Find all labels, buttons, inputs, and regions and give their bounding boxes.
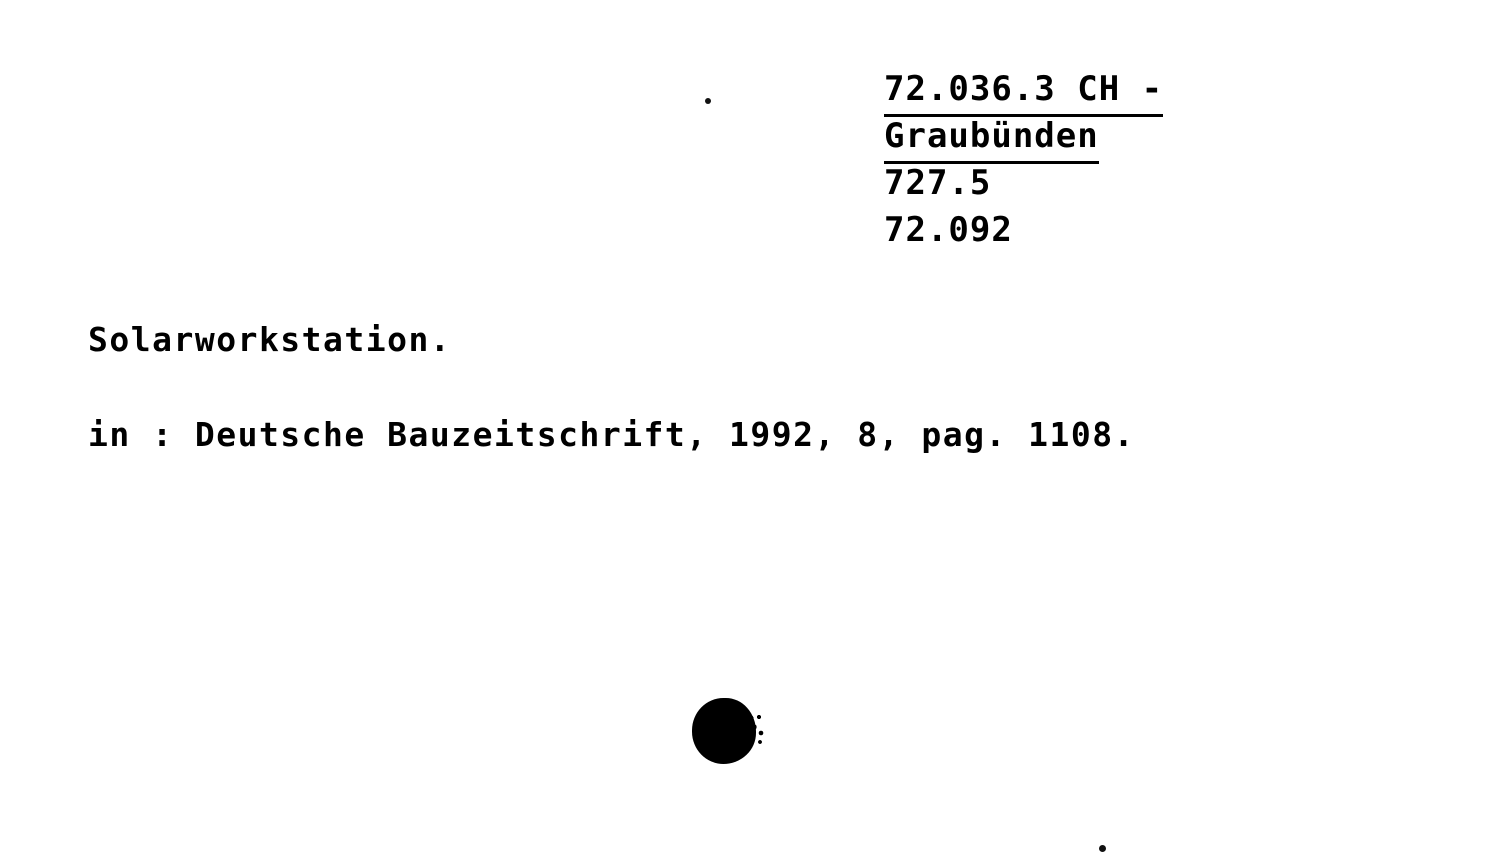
classification-line-2: Graubünden [884, 113, 1099, 164]
document-title: Solarworkstation. [88, 320, 452, 359]
classification-line-1: 72.036.3 CH - [884, 66, 1163, 117]
scan-speck-icon [1099, 845, 1106, 852]
classification-row [884, 160, 1304, 207]
classification-row [884, 207, 1304, 254]
classification-line-4: 72.092 [884, 210, 1013, 250]
scan-speck-icon [705, 98, 711, 104]
document-source-reference: in : Deutsche Bauzeitschrift, 1992, 8, pag. 1108. [88, 415, 1136, 454]
classification-row [884, 113, 1304, 160]
ink-blot-icon [692, 698, 756, 764]
classification-line-3: 727.5 [884, 163, 992, 203]
classification-row [884, 66, 1304, 113]
classification-block [884, 66, 1304, 254]
